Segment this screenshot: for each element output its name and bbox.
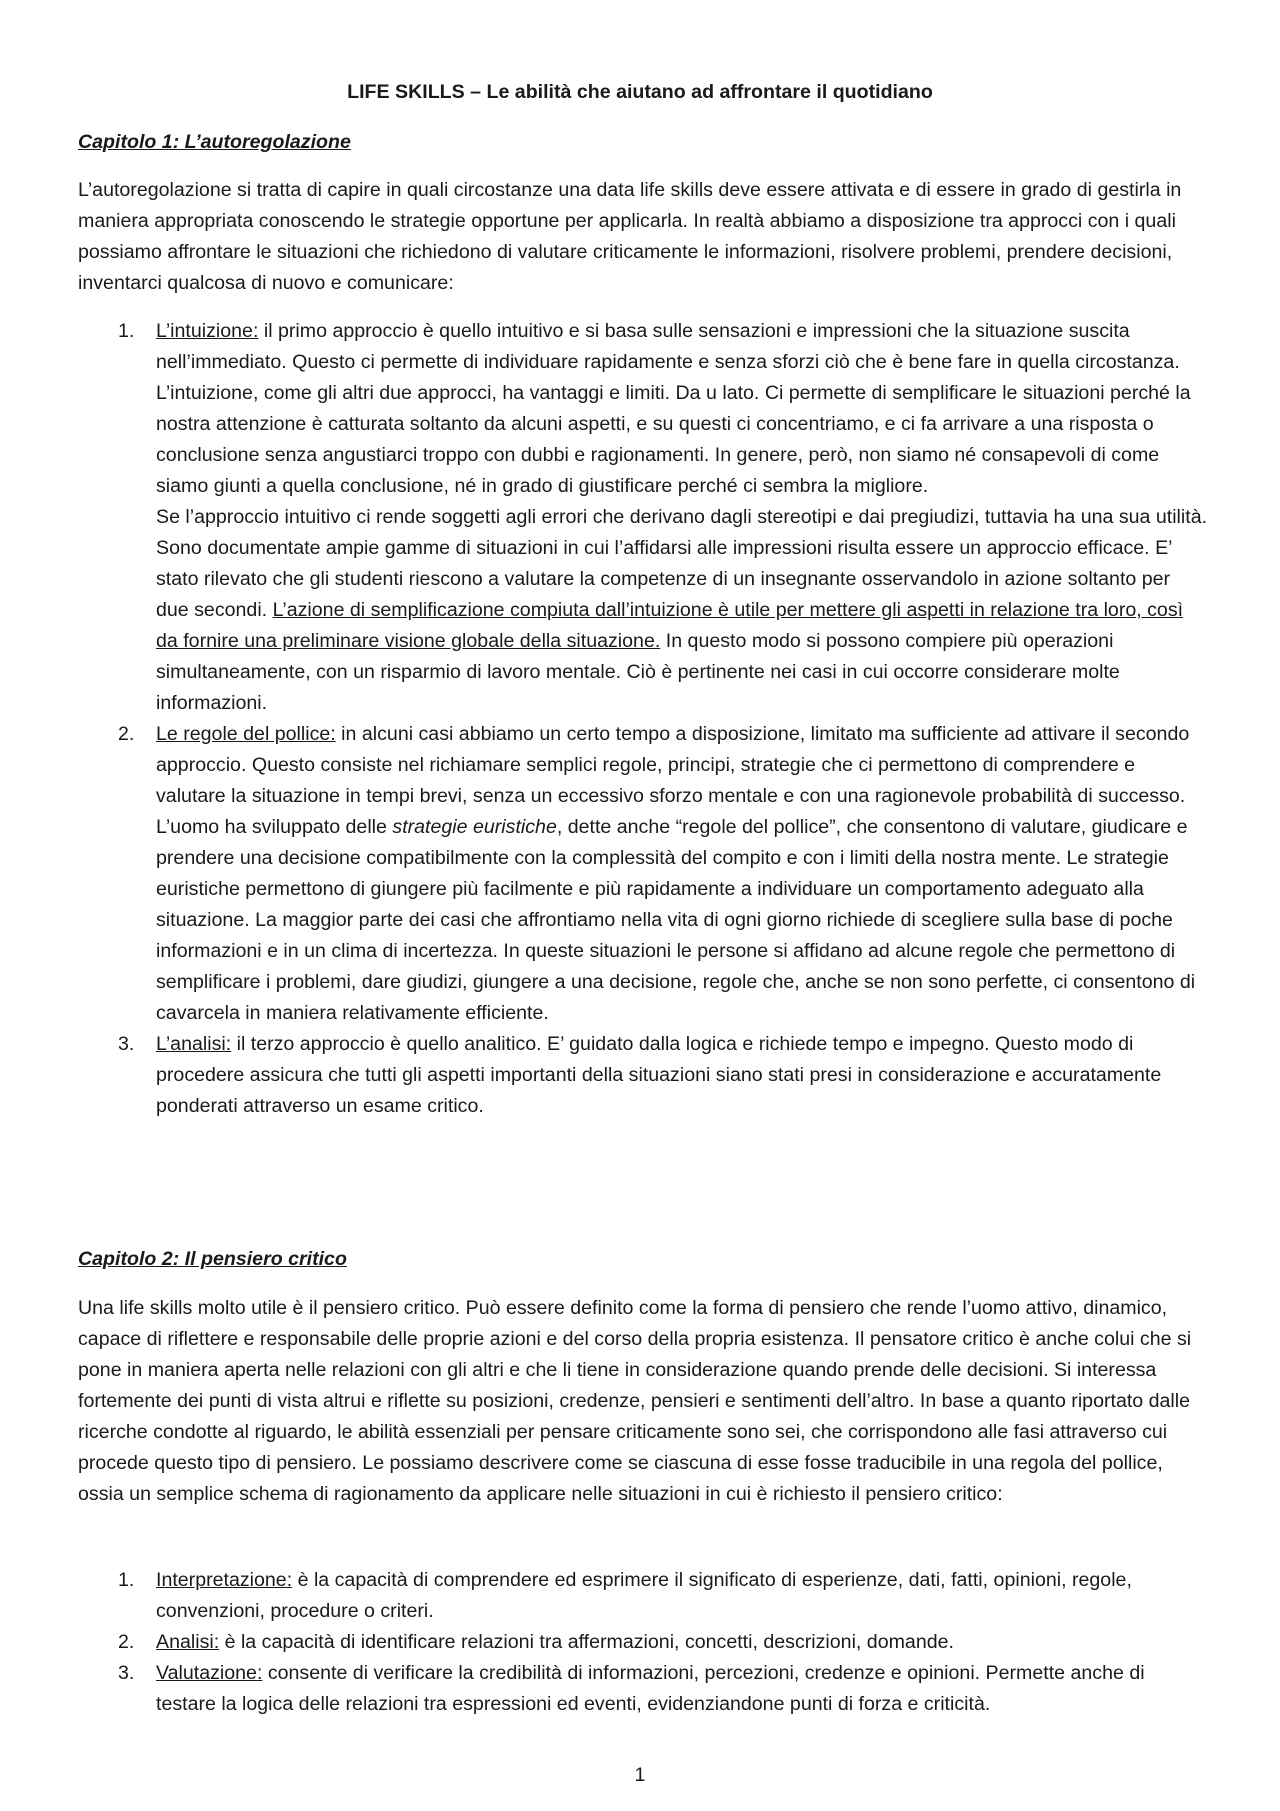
document-title: LIFE SKILLS – Le abilità che aiutano ad affrontare il quotidiano: [347, 81, 933, 103]
item-text: il terzo approccio è quello analitico. E’ guidato dalla logica e richiede tempo e impegno. Questo modo di procedere assicura che tutti gli aspetti importanti della situazioni siano stati presi in considerazione e accuratamente ponderati attraverso un esame critico.: [156, 1033, 1162, 1117]
list-number: 1.: [118, 320, 135, 342]
item-text: Se l’approccio intuitivo ci rende soggetti agli errori che derivano dagli stereotipi e dai pregiudizi, tuttavia ha una sua utilità. Sono documentate ampie gamme di situazioni in cui l’affidarsi alle impressioni risulta essere un approccio efficace. E’ stato rilevato che gli studenti riescono a valutare la competenze di un insegnante osservandolo in azione soltanto per due secondi.: [156, 506, 1208, 621]
item-text: è la capacità di comprendere ed esprimere il significato di esperienze, dati, fatti, opinioni, regole, convenzioni, procedure o criteri.: [156, 1569, 1132, 1622]
list-item: [78, 1565, 1208, 1627]
chapter-2-intro: Una life skills molto utile è il pensiero critico. Può essere definito come la forma di pensiero che rende l’uomo attivo, dinamico, capace di riflettere e responsabile delle proprie azioni e del corso della propria esistenza. Il pensatore critico è anche colui che si pone in maniera aperta nelle relazioni con gli altri e che li tiene in considerazione quando prende delle decisioni. Si interessa fortemente dei punti di vista altrui e riflette su posizioni, credenze, pensieri e sentimenti dell’altro. In base a quanto riportato dalle ricerche condotte al riguardo, le abilità essenziali per pensare criticamente sono sei, che corrispondono alle fasi attraverso cui procede questo tipo di pensiero. Le possiamo descrivere come se ciascuna di esse fosse traducibile in una regola del pollice, ossia un semplice schema di ragionamento da applicare nelle situazioni in cui è richiesto il pensiero critico:: [78, 1297, 1192, 1505]
chapter-1-approach-list: [78, 316, 1208, 1122]
term-label: Analisi:: [156, 1631, 220, 1653]
item-text: In questo modo si possono compiere più operazioni simultaneamente, con un risparmio di lavoro mentale. Ciò è pertinente nei casi in cui occorre considerare molte informazioni.: [156, 630, 1120, 714]
item-text: L’uomo ha sviluppato delle: [156, 816, 393, 838]
term-label: L’intuizione:: [156, 320, 259, 342]
list-number: 3.: [118, 1662, 135, 1684]
term-label: Interpretazione:: [156, 1569, 293, 1591]
chapter-2-heading: Capitolo 2: Il pensiero critico: [78, 1248, 347, 1270]
list-number: 2.: [118, 1631, 135, 1653]
item-text: il primo approccio è quello intuitivo e si basa sulle sensazioni e impressioni che la situazione suscita nell’immediato. Questo ci permette di individuare rapidamente e senza sforzi ciò che è bene fare in quella circostanza. L’intuizione, come gli altri due approcci, ha vantaggi e limiti. Da u lato. Ci permette di semplificare le situazioni perché la nostra attenzione è catturata soltanto da alcuni aspetti, e su questi ci concentriamo, e ci fa arrivare a una risposta o conclusione senza angustiarci troppo con dubbi e ragionamenti. In genere, però, non siamo né consapevoli di come siamo giunti a quella conclusione, né in grado di giustificare perché ci sembra la migliore.: [156, 320, 1191, 497]
chapter-1-heading: Capitolo 1: L’autoregolazione: [78, 131, 351, 153]
list-item: [78, 1658, 1208, 1720]
item-text: in alcuni casi abbiamo un certo tempo a disposizione, limitato ma sufficiente ad attivare il secondo approccio. Questo consiste nel richiamare semplici regole, principi, strategie che ci permettono di comprendere e valutare la situazione in tempi brevi, senza un eccessivo sforzo mentale e con una ragionevole probabilità di successo.: [156, 723, 1190, 807]
item-text: è la capacità di identificare relazioni tra affermazioni, concetti, descrizioni, domande.: [219, 1631, 954, 1653]
list-item: [78, 316, 1208, 719]
term-label: L’analisi:: [156, 1033, 232, 1055]
underlined-text: L’azione di semplificazione compiuta dall’intuizione è utile per mettere gli aspetti in relazione tra loro, così da fornire una preliminare visione globale della situazione.: [156, 599, 1184, 652]
chapter-1-intro: L’autoregolazione si tratta di capire in quali circostanze una data life skills deve essere attivata e di essere in grado di gestirla in maniera appropriata conoscendo le strategie opportune per applicarla. In realtà abbiamo a disposizione tra approcci con i quali possiamo affrontare le situazioni che richiedono di valutare criticamente le informazioni, risolvere problemi, prendere decisioni, inventarci qualcosa di nuovo e comunicare:: [78, 179, 1182, 294]
term-label: Valutazione:: [156, 1662, 263, 1684]
list-number: 1.: [118, 1569, 135, 1591]
italic-text: strategie euristiche: [392, 816, 557, 838]
term-label: Le regole del pollice:: [156, 723, 336, 745]
chapter-2-skills-list: [78, 1565, 1208, 1720]
list-number: 2.: [118, 723, 135, 745]
item-text: consente di verificare la credibilità di informazioni, percezioni, credenze e opinioni. Permette anche di testare la logica delle relazioni tra espressioni ed eventi, evidenziandone punti di forza e criticità.: [156, 1662, 1145, 1715]
item-text: , dette anche “regole del pollice”, che consentono di valutare, giudicare e prendere una decisione compatibilmente con la complessità del compito e con i limiti della nostra mente. Le strategie euristiche permettono di giungere più facilmente e più rapidamente a individuare un comportamento adeguato alla situazione. La maggior parte dei casi che affrontiamo nella vita di ogni giorno richiede di scegliere sulla base di poche informazioni e in un clima di incertezza. In queste situazioni le persone si affidano ad alcune regole che permettono di semplificare i problemi, dare giudizi, giungere a una decisione, regole che, anche se non sono perfette, ci consentono di cavarcela in maniera relativamente efficiente.: [156, 816, 1196, 1024]
list-number: 3.: [118, 1033, 135, 1055]
list-item: [78, 1627, 1208, 1658]
list-item: [78, 719, 1208, 1029]
page-number: 1: [634, 1764, 646, 1786]
list-item: [78, 1029, 1208, 1122]
